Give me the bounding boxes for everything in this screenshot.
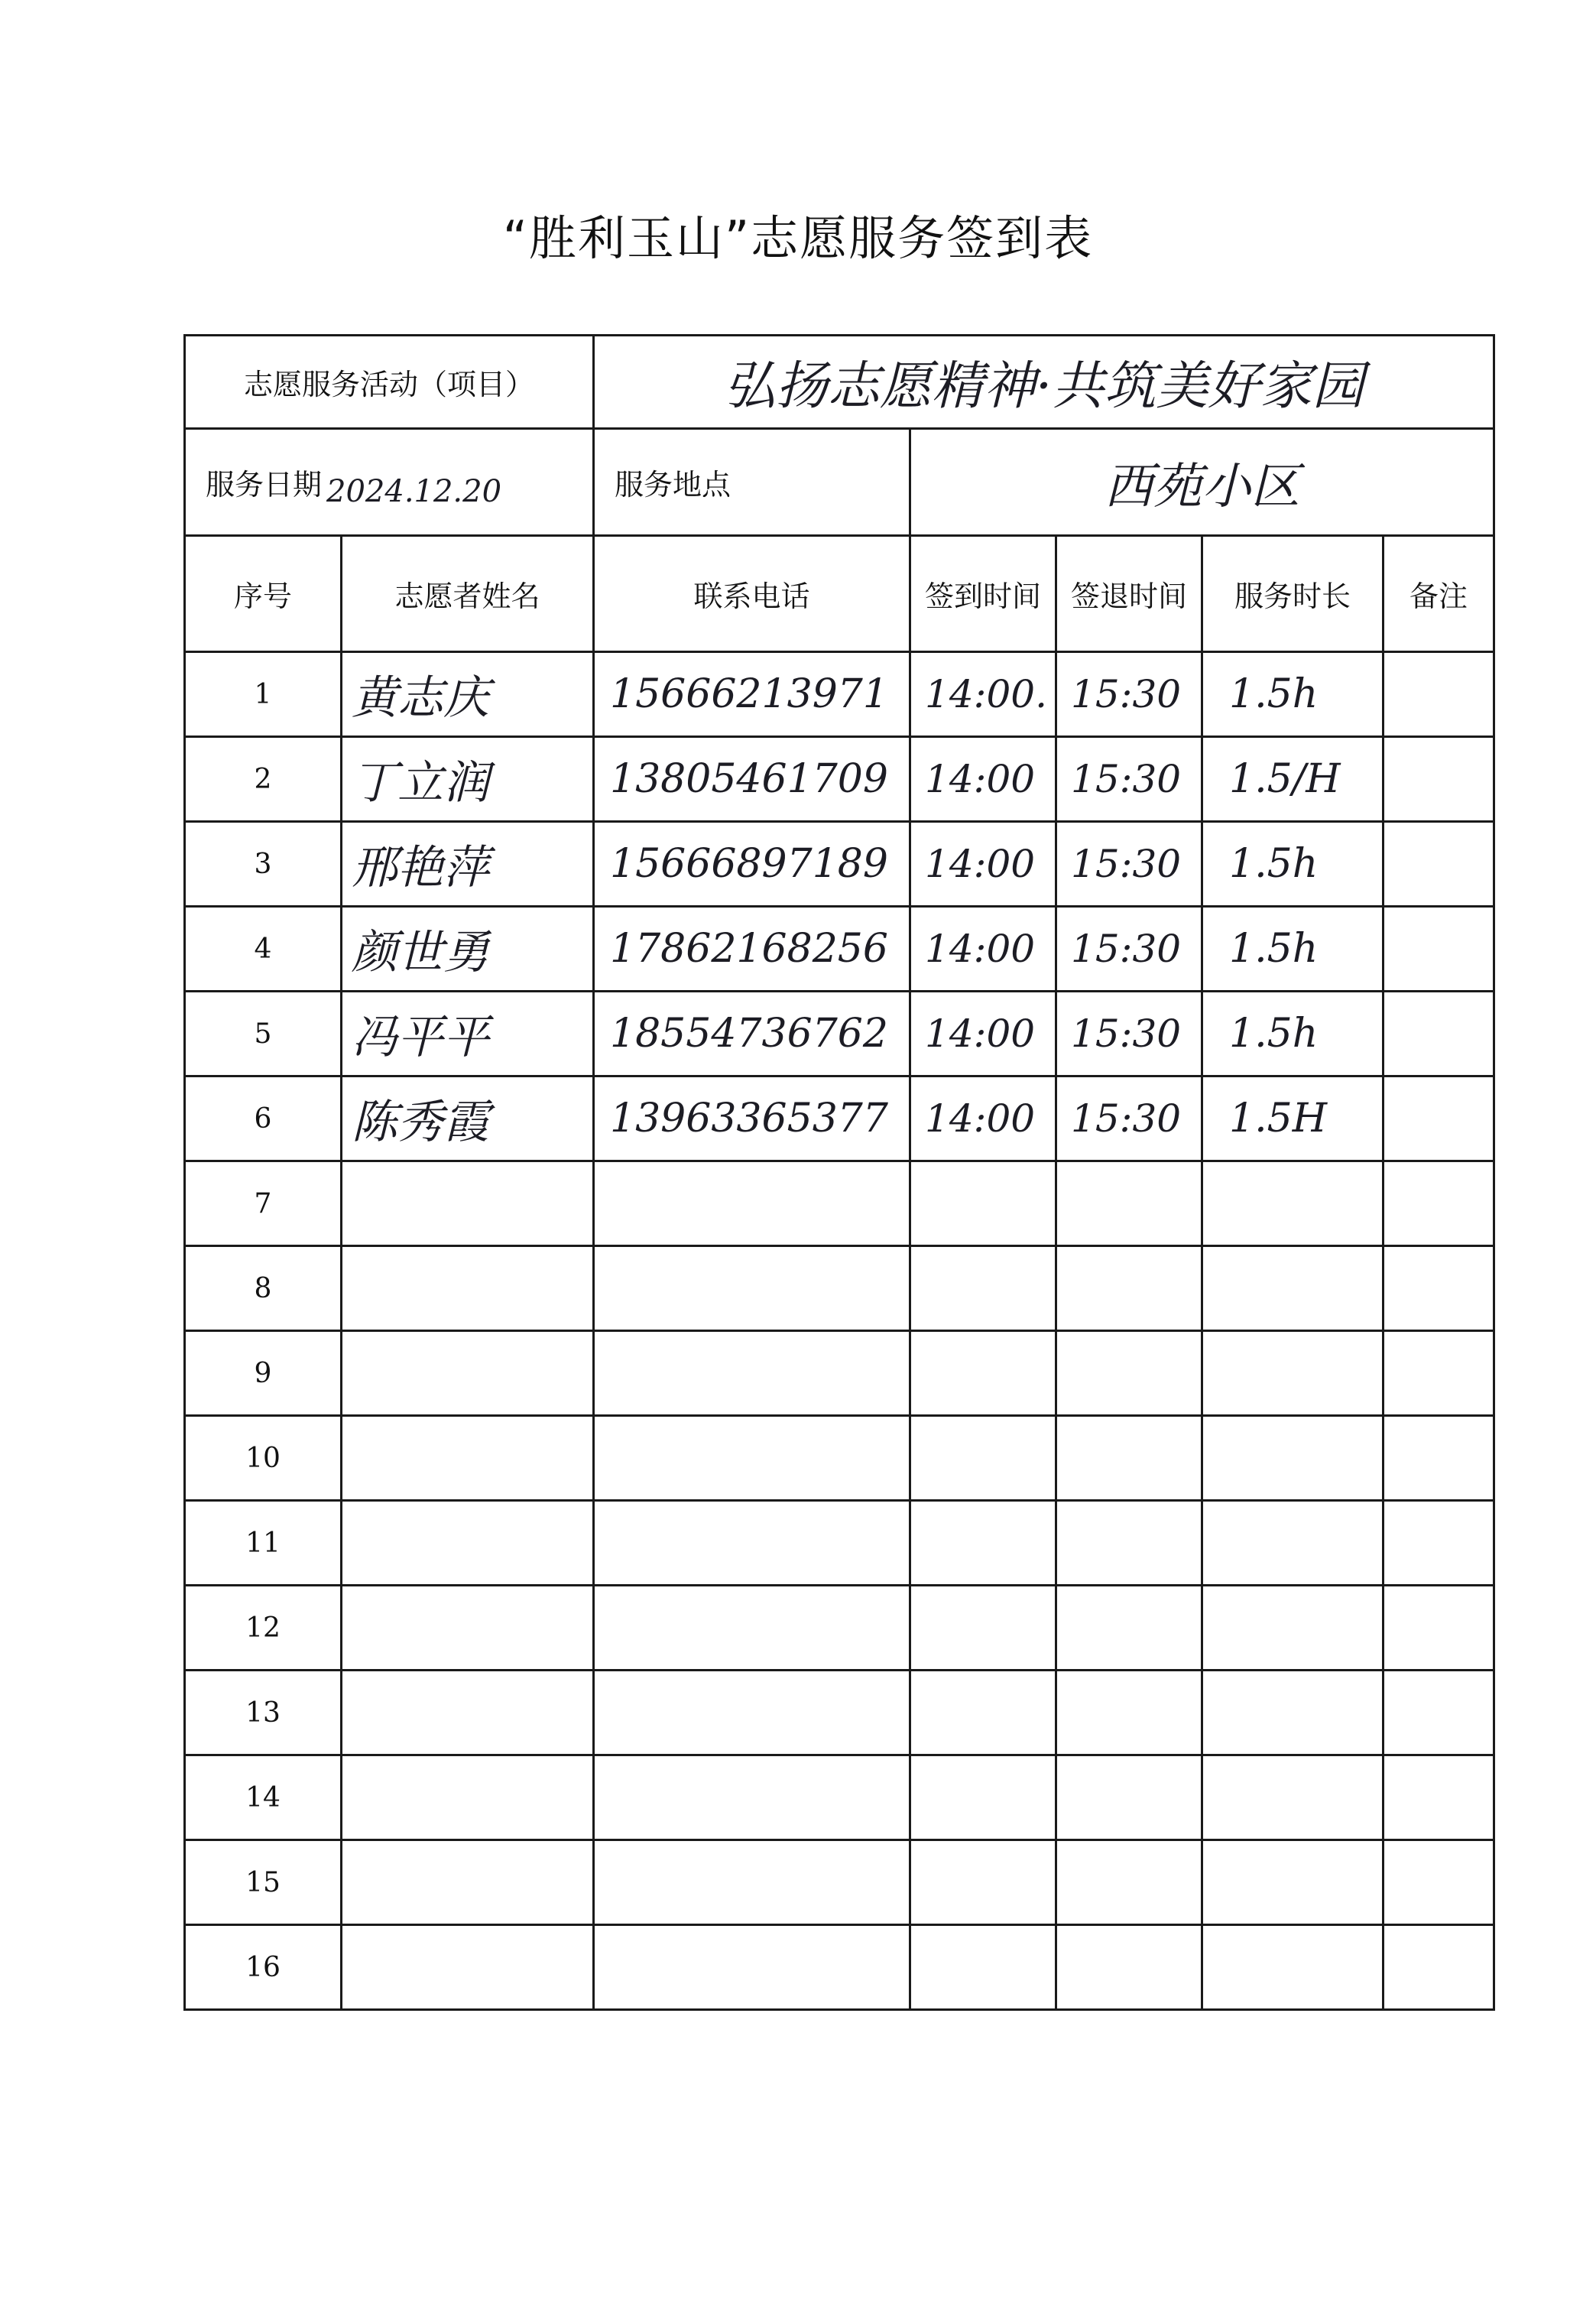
sign-in-table	[183, 334, 1495, 2011]
sign-in-time	[910, 1840, 1056, 1925]
note-cell	[1384, 1925, 1494, 2010]
service-duration	[1202, 1586, 1384, 1671]
phone-number: 13963365377	[594, 1076, 910, 1161]
phone-number	[594, 1755, 910, 1840]
row-seq: 13	[185, 1671, 342, 1755]
table-row	[185, 737, 1494, 822]
table-row	[185, 992, 1494, 1076]
row-seq: 14	[185, 1755, 342, 1840]
volunteer-name	[342, 1501, 594, 1586]
sign-out-time: 15:30	[1056, 907, 1202, 992]
phone-number	[594, 1925, 910, 2010]
note-cell	[1384, 1331, 1494, 1416]
sign-in-time: 14:00	[910, 1076, 1056, 1161]
row-seq: 8	[185, 1246, 342, 1331]
sign-in-time	[910, 1416, 1056, 1501]
service-duration	[1202, 1925, 1384, 2010]
table-row	[185, 1755, 1494, 1840]
activity-label: 志愿服务活动（项目）	[185, 336, 594, 429]
note-cell	[1384, 992, 1494, 1076]
sign-in-time	[910, 1501, 1056, 1586]
row-seq: 2	[185, 737, 342, 822]
activity-row	[185, 336, 1494, 429]
sign-out-time: 15:30	[1056, 652, 1202, 737]
date-location-row	[185, 429, 1494, 536]
sign-in-time: 14:00	[910, 907, 1056, 992]
page-title: “胜利玉山”志愿服务签到表	[502, 210, 1094, 266]
row-seq: 16	[185, 1925, 342, 2010]
phone-number	[594, 1586, 910, 1671]
row-seq: 4	[185, 907, 342, 992]
table-row	[185, 1246, 1494, 1331]
note-cell	[1384, 1840, 1494, 1925]
table-row	[185, 907, 1494, 992]
sign-in-time	[910, 1755, 1056, 1840]
column-header-row	[185, 536, 1494, 652]
date-cell	[185, 429, 594, 536]
row-seq: 12	[185, 1586, 342, 1671]
col-header-duration: 服务时长	[1202, 536, 1384, 652]
sign-out-time	[1056, 1755, 1202, 1840]
phone-number	[594, 1161, 910, 1246]
note-cell	[1384, 1161, 1494, 1246]
volunteer-name: 丁立润	[342, 737, 594, 822]
row-seq: 9	[185, 1331, 342, 1416]
sign-out-time: 15:30	[1056, 737, 1202, 822]
volunteer-name: 黄志庆	[342, 652, 594, 737]
date-label: 服务日期	[206, 468, 323, 502]
table-row	[185, 1925, 1494, 2010]
note-cell	[1384, 1416, 1494, 1501]
service-duration	[1202, 1840, 1384, 1925]
service-duration: 1.5/H	[1202, 737, 1384, 822]
service-duration	[1202, 1755, 1384, 1840]
volunteer-name: 陈秀霞	[342, 1076, 594, 1161]
col-header-note: 备注	[1384, 536, 1494, 652]
note-cell	[1384, 737, 1494, 822]
col-header-sign-in: 签到时间	[910, 536, 1056, 652]
phone-number	[594, 1331, 910, 1416]
service-duration: 1.5h	[1202, 652, 1384, 737]
location-label: 服务地点	[594, 429, 910, 536]
col-header-phone: 联系电话	[594, 536, 910, 652]
volunteer-name	[342, 1586, 594, 1671]
sign-out-time	[1056, 1161, 1202, 1246]
row-seq: 10	[185, 1416, 342, 1501]
table-row	[185, 822, 1494, 907]
volunteer-name	[342, 1246, 594, 1331]
row-seq: 6	[185, 1076, 342, 1161]
phone-number	[594, 1840, 910, 1925]
service-duration: 1.5h	[1202, 907, 1384, 992]
row-seq: 3	[185, 822, 342, 907]
activity-value: 弘扬志愿精神·共筑美好家园	[594, 336, 1494, 429]
note-cell	[1384, 1671, 1494, 1755]
sign-in-time	[910, 1671, 1056, 1755]
volunteer-name	[342, 1416, 594, 1501]
sign-in-time: 14:00	[910, 737, 1056, 822]
phone-number	[594, 1246, 910, 1331]
volunteer-name	[342, 1925, 594, 2010]
volunteer-name: 邢艳萍	[342, 822, 594, 907]
table-row	[185, 652, 1494, 737]
note-cell	[1384, 822, 1494, 907]
table-row	[185, 1331, 1494, 1416]
table-row	[185, 1161, 1494, 1246]
note-cell	[1384, 1755, 1494, 1840]
service-duration	[1202, 1246, 1384, 1331]
phone-number	[594, 1416, 910, 1501]
sign-in-time	[910, 1161, 1056, 1246]
table-row	[185, 1840, 1494, 1925]
date-value: 2024.12.20	[326, 473, 502, 509]
sign-in-time: 14:00.	[910, 652, 1056, 737]
sign-in-time	[910, 1586, 1056, 1671]
col-header-seq: 序号	[185, 536, 342, 652]
volunteer-name	[342, 1671, 594, 1755]
table-row	[185, 1671, 1494, 1755]
sign-in-time	[910, 1925, 1056, 2010]
sign-out-time	[1056, 1246, 1202, 1331]
service-duration: 1.5h	[1202, 992, 1384, 1076]
phone-number: 15666213971	[594, 652, 910, 737]
volunteer-name: 颜世勇	[342, 907, 594, 992]
phone-number: 13805461709	[594, 737, 910, 822]
sign-out-time	[1056, 1840, 1202, 1925]
sign-out-time: 15:30	[1056, 822, 1202, 907]
sign-in-time	[910, 1246, 1056, 1331]
row-seq: 15	[185, 1840, 342, 1925]
table-row	[185, 1501, 1494, 1586]
sign-out-time	[1056, 1501, 1202, 1586]
sign-out-time	[1056, 1586, 1202, 1671]
phone-number: 15666897189	[594, 822, 910, 907]
phone-number: 17862168256	[594, 907, 910, 992]
service-duration: 1.5H	[1202, 1076, 1384, 1161]
service-duration	[1202, 1331, 1384, 1416]
location-value: 西苑小区	[910, 429, 1494, 536]
volunteer-name	[342, 1331, 594, 1416]
sign-in-time: 14:00	[910, 822, 1056, 907]
table-row	[185, 1416, 1494, 1501]
service-duration	[1202, 1161, 1384, 1246]
note-cell	[1384, 1076, 1494, 1161]
note-cell	[1384, 652, 1494, 737]
note-cell	[1384, 1246, 1494, 1331]
table-row	[185, 1586, 1494, 1671]
sign-out-time	[1056, 1671, 1202, 1755]
sign-out-time	[1056, 1416, 1202, 1501]
sign-out-time	[1056, 1925, 1202, 2010]
sign-out-time: 15:30	[1056, 992, 1202, 1076]
service-duration	[1202, 1671, 1384, 1755]
sign-in-time	[910, 1331, 1056, 1416]
volunteer-name	[342, 1161, 594, 1246]
row-seq: 7	[185, 1161, 342, 1246]
phone-number: 18554736762	[594, 992, 910, 1076]
service-duration: 1.5h	[1202, 822, 1384, 907]
note-cell	[1384, 1501, 1494, 1586]
note-cell	[1384, 907, 1494, 992]
sign-in-time: 14:00	[910, 992, 1056, 1076]
volunteer-name	[342, 1755, 594, 1840]
volunteer-name: 冯平平	[342, 992, 594, 1076]
table-row	[185, 1076, 1494, 1161]
col-header-sign-out: 签退时间	[1056, 536, 1202, 652]
phone-number	[594, 1671, 910, 1755]
sign-out-time	[1056, 1331, 1202, 1416]
sign-out-time: 15:30	[1056, 1076, 1202, 1161]
row-seq: 11	[185, 1501, 342, 1586]
note-cell	[1384, 1586, 1494, 1671]
service-duration	[1202, 1501, 1384, 1586]
phone-number	[594, 1501, 910, 1586]
service-duration	[1202, 1416, 1384, 1501]
col-header-name: 志愿者姓名	[342, 536, 594, 652]
row-seq: 1	[185, 652, 342, 737]
row-seq: 5	[185, 992, 342, 1076]
volunteer-name	[342, 1840, 594, 1925]
